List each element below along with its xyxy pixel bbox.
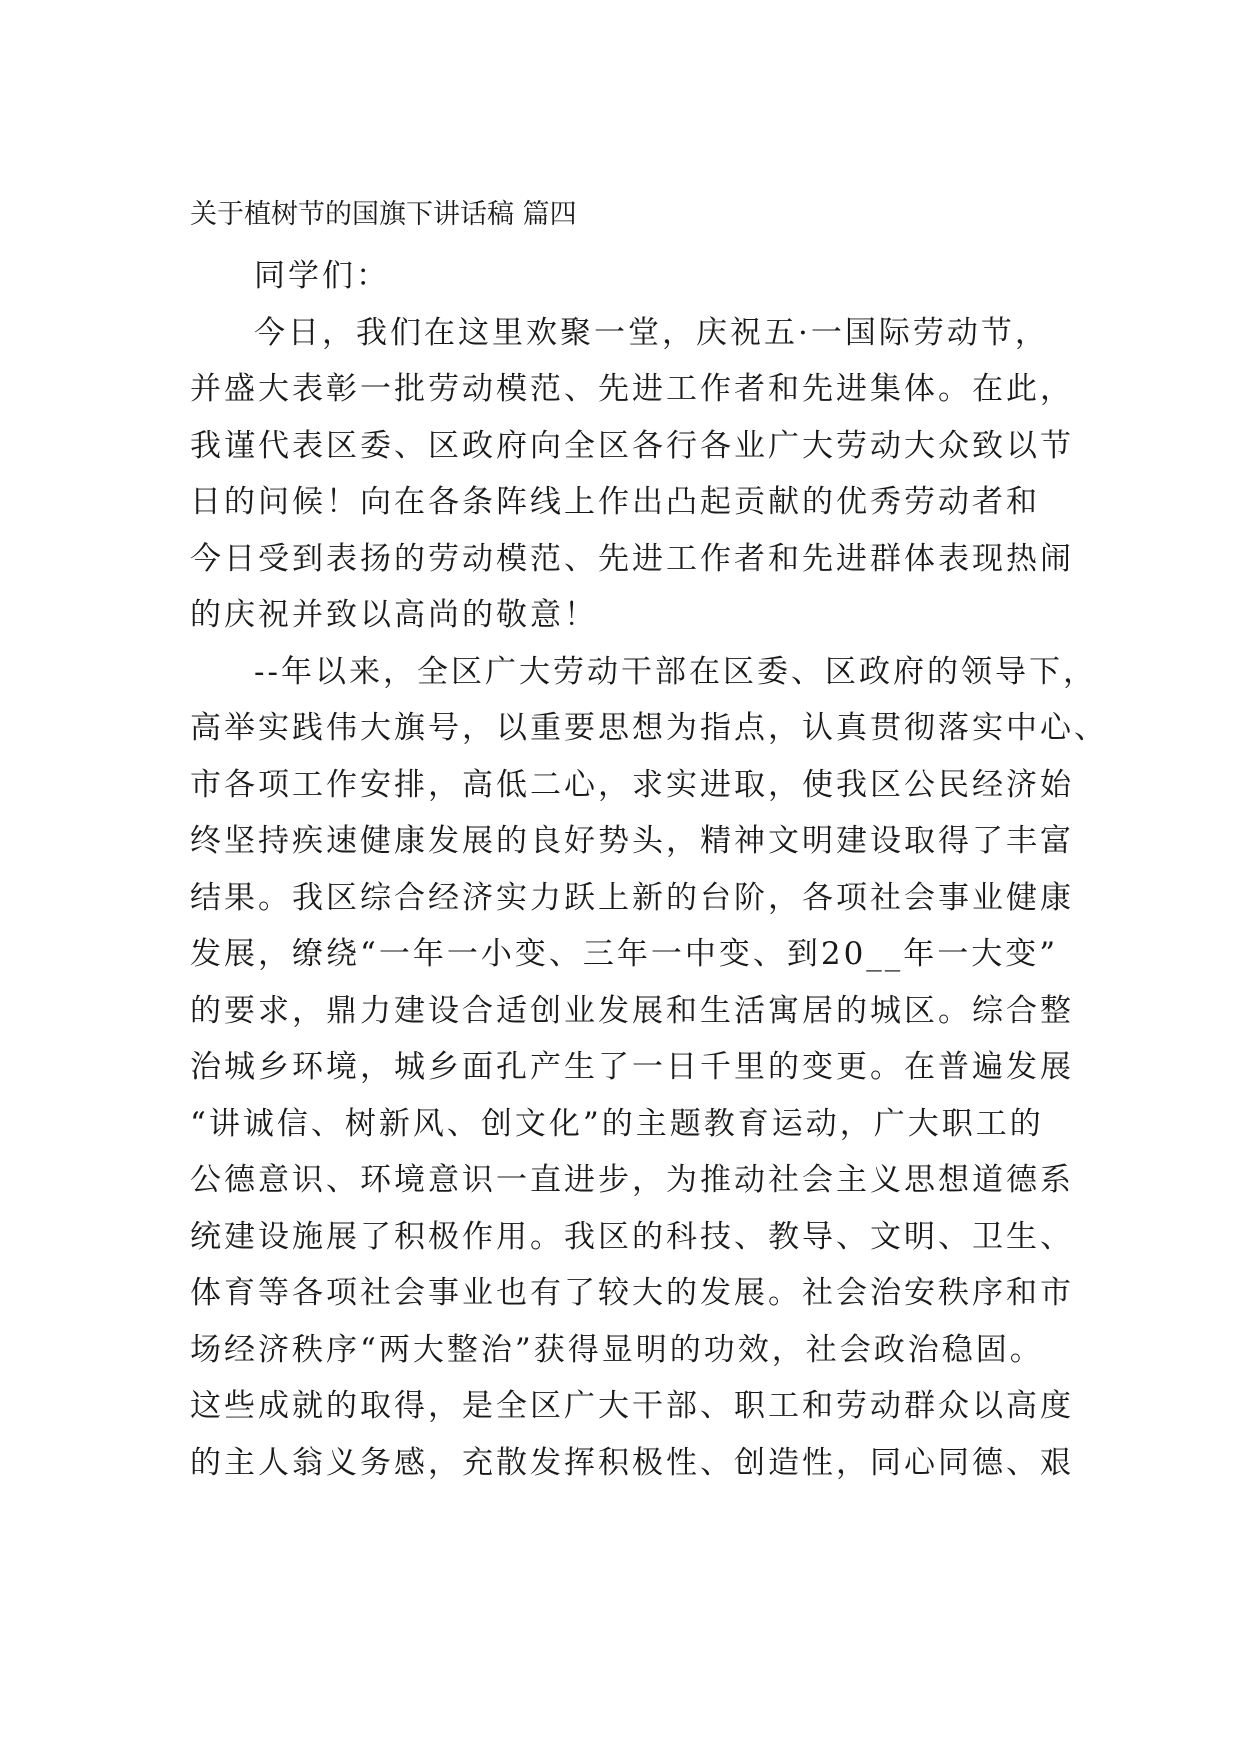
- paragraph-line: --年以来，全区广大劳动干部在区委、区政府的领导下，: [254, 653, 1097, 690]
- paragraph-line: 高举实践伟大旗号，以重要思想为指点，认真贯彻落实中心、: [190, 710, 1108, 746]
- paragraph-line: 公德意识、环境意识一直进步，为推动社会主义思想道德系: [190, 1162, 1074, 1198]
- paragraph-line: 治城乡环境，城乡面孔产生了一日千里的变更。在普遍发展: [190, 1049, 1074, 1085]
- document-body: [190, 248, 1108, 1491]
- paragraph-line: 我谨代表区委、区政府向全区各行各业广大劳动大众致以节: [190, 427, 1074, 464]
- paragraph-line: 统建设施展了积极作用。我区的科技、教导、文明、卫生、: [190, 1218, 1074, 1255]
- paragraph-line: 的庆祝并致以高尚的敬意！: [190, 597, 598, 633]
- paragraph-line: 这些成就的取得，是全区广大干部、职工和劳动群众以高度: [190, 1388, 1074, 1424]
- salutation: 同学们：: [254, 258, 390, 294]
- paragraph-line: 的要求，鼎力建设合适创业发展和生活寓居的城区。综合整: [190, 992, 1074, 1029]
- paragraph-line: 终坚持疾速健康发展的良好势头，精神文明建设取得了丰富: [190, 823, 1074, 859]
- paragraph-line: 日的问候！向在各条阵线上作出凸起贡献的优秀劳动者和: [190, 484, 1040, 520]
- paragraph-line: 的主人翁义务感，充散发挥积极性、创造性，同心同德、艰: [190, 1444, 1074, 1481]
- paragraph-line: 场经济秩序“两大整治”获得显明的功效，社会政治稳固。: [190, 1331, 1044, 1368]
- paragraph-line: 市各项工作安排，高低二心，求实进取，使我区公民经济始: [190, 766, 1074, 803]
- paragraph-line: “讲诚信、树新风、创文化”的主题教育运动，广大职工的: [190, 1105, 1044, 1142]
- paragraph-line: 今日，我们在这里欢聚一堂，庆祝五·一国际劳动节，: [254, 314, 1049, 351]
- document-title: 关于植树节的国旗下讲话稿 篇四: [190, 199, 577, 230]
- paragraph-line: 并盛大表彰一批劳动模范、先进工作者和先进集体。在此，: [190, 371, 1074, 407]
- paragraph-line: 发展，缭绕“一年一小变、三年一中变、到20__年一大变”: [190, 936, 1059, 972]
- paragraph-line: 体育等各项社会事业也有了较大的发展。社会治安秩序和市: [190, 1275, 1074, 1311]
- paragraph-line: 结果。我区综合经济实力跃上新的台阶，各项社会事业健康: [190, 879, 1074, 916]
- paragraph-line: 今日受到表扬的劳动模范、先进工作者和先进群体表现热闹: [190, 540, 1074, 577]
